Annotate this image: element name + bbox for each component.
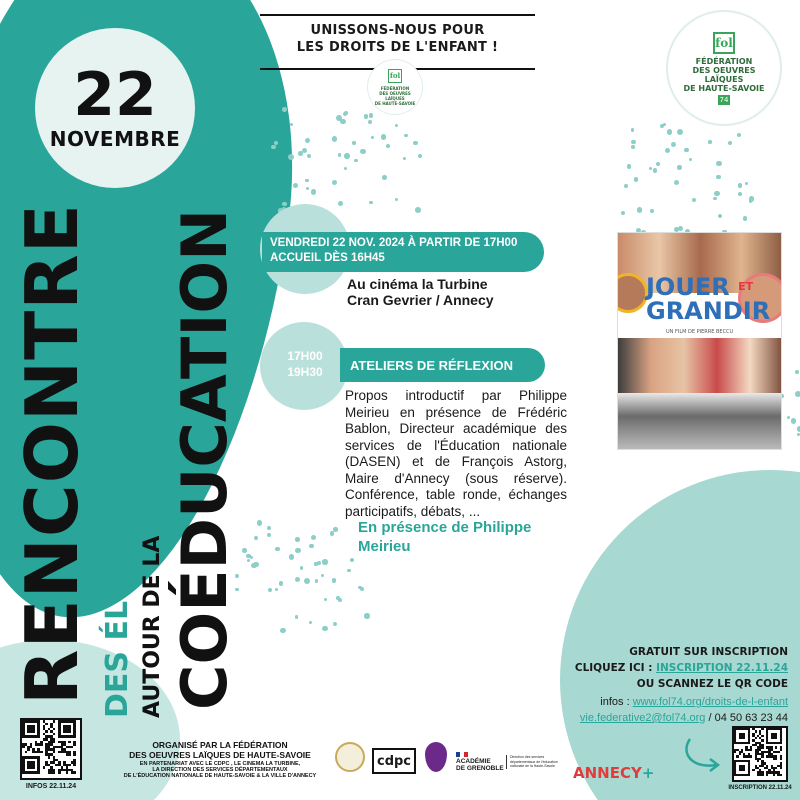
qr-code-infos[interactable] (20, 718, 82, 780)
phone-number: / 04 50 63 23 44 (705, 712, 788, 724)
inscription-cta-prefix: CLIQUEZ ICI : (574, 662, 657, 674)
dot (368, 120, 372, 124)
dot (795, 370, 799, 374)
dot (295, 577, 301, 583)
infos-url-link[interactable]: www.fol74.org/droits-de-l-enfant (632, 696, 788, 708)
fol-mark-icon: fol (388, 69, 402, 83)
dot (309, 544, 314, 549)
dot (268, 588, 272, 592)
dot (311, 535, 316, 540)
republique-flag-icon (456, 752, 468, 757)
dot (242, 548, 246, 552)
logo-text-4: DE HAUTE-SAVOIE (683, 83, 765, 93)
dot (404, 134, 407, 137)
dot (354, 159, 358, 163)
logo-text-1: FÉDÉRATION (380, 85, 410, 91)
dot (302, 148, 307, 153)
inscription-block (575, 644, 788, 692)
dot (716, 161, 722, 167)
dot (663, 123, 666, 126)
dot (275, 588, 278, 591)
dot (295, 548, 300, 553)
dot (282, 107, 287, 112)
dot (300, 566, 304, 570)
dot (395, 198, 398, 201)
qr-caption-infos: INFOS 22.11.24 (25, 783, 77, 790)
partner-logo-annecy (573, 764, 654, 782)
dot (290, 123, 293, 126)
dot (311, 189, 317, 195)
organizer-line2: DES OEUVRES LAÏQUES DE HAUTE-SAVOIE (129, 750, 311, 760)
qr-caption-inscription: INSCRIPTION 22.11.24 (728, 785, 792, 791)
dot (624, 184, 628, 188)
poster-photo-bottom (618, 393, 782, 450)
dot (415, 207, 421, 213)
poster-title (646, 275, 770, 323)
time-end: 19H30 (287, 365, 323, 379)
event-city: Cran Gevrier / Annecy (347, 292, 494, 308)
dot (364, 114, 368, 118)
dot (352, 141, 355, 144)
film-poster (617, 232, 782, 450)
logo-text-2: DES OEUVRES (379, 90, 411, 96)
poster-title-line1: JOUER (646, 273, 730, 301)
plus-icon: + (641, 764, 655, 782)
dot (665, 148, 670, 153)
event-accueil: ACCUEIL DÈS 16H45 (270, 252, 385, 264)
dot (279, 581, 284, 586)
partner-logo-turbine (425, 742, 447, 772)
partner-dsden: Direction des services départementaux de l'éducation nationale de la Haute-Savoie (506, 755, 564, 769)
dot (369, 201, 373, 205)
dot (692, 198, 696, 202)
fol74-logo (668, 12, 780, 124)
fol74-logo-small (368, 60, 422, 114)
dot (677, 129, 683, 135)
dot (344, 167, 347, 170)
dot (350, 558, 354, 562)
dot (289, 554, 294, 559)
header-title-line1: UNISSONS-NOUS POUR (310, 23, 485, 38)
contact-block (580, 694, 788, 726)
dot (321, 574, 324, 577)
dot (713, 197, 717, 201)
dot (650, 209, 654, 213)
dot (637, 207, 643, 213)
dot (403, 157, 407, 161)
dot (749, 199, 752, 202)
poster-title-line2: GRANDIR (646, 297, 771, 325)
dot (280, 628, 285, 633)
organizer-block (120, 740, 320, 779)
dot (293, 183, 298, 188)
organizer-line5: DE L'ÉDUCATION NATIONALE DE HAUTE-SAVOIE & LA VILLE D'ANNECY (123, 773, 317, 779)
dot (338, 153, 342, 157)
dot (737, 133, 741, 137)
logo-text-4: DE HAUTE-SAVOIE (374, 100, 416, 106)
dot (332, 136, 337, 141)
dot (336, 596, 340, 600)
dot (631, 140, 635, 144)
dot (677, 165, 682, 170)
dot (330, 531, 334, 535)
fol-mark-icon-large: fol (713, 32, 735, 54)
atelier-pill (340, 348, 545, 382)
dot (360, 149, 365, 154)
dot (271, 145, 276, 150)
title-elus-partenaires: DES ÉLUS & PARTENAIRES (100, 279, 135, 718)
dot (305, 138, 310, 143)
dot (395, 124, 398, 127)
poster-title-et: ET (738, 280, 754, 293)
highlight-text (358, 518, 531, 556)
title-autour: AUTOUR DE LA (140, 535, 165, 718)
dot (332, 180, 337, 185)
dot (674, 180, 679, 185)
logo-text-1: FÉDÉRATION (695, 56, 753, 66)
dot (671, 142, 676, 147)
dot (627, 164, 631, 168)
dot (275, 547, 280, 552)
dot (386, 144, 390, 148)
dot (418, 154, 422, 158)
dot (254, 536, 258, 540)
dot (324, 598, 327, 601)
dot (282, 202, 287, 207)
dot (295, 615, 298, 618)
partner-logo-cdpc (372, 748, 416, 774)
dot (343, 112, 347, 116)
infos-label: infos : (600, 696, 633, 708)
dot (656, 162, 660, 166)
dot (247, 559, 250, 562)
logo-text-3: LAÏQUES (704, 74, 744, 84)
dot (381, 134, 387, 140)
dot (322, 559, 327, 564)
title-coeducation: COÉDUCATION (168, 209, 241, 710)
logo-text-3: LAÏQUES (385, 95, 405, 101)
dot (728, 141, 732, 145)
dot (621, 211, 625, 215)
dot (716, 175, 721, 180)
dot (718, 214, 723, 219)
dot (369, 113, 373, 117)
dot (684, 148, 689, 153)
dot (305, 179, 308, 182)
atelier-label: ATELIERS DE RÉFLEXION (350, 357, 513, 373)
dot (315, 579, 318, 582)
logo-number: 74 (719, 95, 729, 104)
dot (631, 128, 635, 132)
date-month: NOVEMBRE (49, 127, 181, 151)
title-rencontre: RENCONTRE (10, 203, 94, 705)
date-badge (35, 28, 195, 188)
dot (714, 191, 720, 197)
dot (787, 416, 790, 419)
dot (649, 167, 652, 170)
inscription-qr-hint: OU SCANNEZ LE QR CODE (636, 678, 788, 690)
partner-logo-academie (456, 752, 504, 772)
dot (738, 192, 742, 196)
dot (332, 578, 337, 583)
organizer-line3: EN PARTENARIAT AVEC LE CDPC , LE CINEMA LA TURBINE, (139, 761, 301, 767)
qr-code-inscription[interactable] (732, 726, 788, 782)
dot (295, 537, 299, 541)
inscription-free: GRATUIT SUR INSCRIPTION (629, 646, 788, 658)
dot (653, 168, 658, 173)
dot (382, 175, 387, 180)
inscription-cta (575, 660, 788, 676)
time-start: 17H00 (287, 349, 323, 363)
organizer-line1: ORGANISÉ PAR LA FÉDÉRATION (152, 740, 288, 750)
organizer-line4: LA DIRECTION DES SERVICES DÉPARTEMENTAUX (152, 767, 288, 773)
dot (413, 141, 417, 145)
dot (347, 569, 350, 572)
dot (340, 119, 345, 124)
academie-line1: ACADÉMIE (456, 758, 491, 765)
dot (267, 526, 271, 530)
dot (317, 561, 321, 565)
poster-credit: UN FILM DE PIERRE BECCU (666, 329, 734, 335)
header-title-line2: LES DROITS DE L'ENFANT ! (296, 40, 499, 55)
dot (743, 216, 747, 220)
dot (288, 154, 294, 160)
cdpc-text: cdpc (376, 753, 412, 769)
dot (253, 562, 259, 568)
dot (257, 520, 263, 526)
dot (304, 578, 310, 584)
event-description: Propos introductif par Philippe Meirieu en présence de Frédéric Bablon, Directeur académique des services de l'Éducation nationale (DASEN) et de François Astorg, Maire d'Annecy (sous réserve). Conférence, table ronde, échanges participatifs, débats, ... (345, 388, 567, 519)
dot (322, 626, 328, 632)
dot (267, 533, 271, 537)
highlight-line2: Meirieu (358, 538, 411, 555)
dot (667, 129, 673, 135)
event-date-pill (262, 232, 544, 272)
dot (309, 621, 312, 624)
dot (797, 426, 800, 432)
dot (250, 556, 253, 559)
dot (631, 145, 634, 148)
time-range (282, 348, 328, 380)
event-date: VENDREDI 22 NOV. 2024 À PARTIR DE 17H00 (270, 237, 518, 249)
dot (371, 136, 375, 140)
dot (791, 418, 797, 424)
dot (333, 527, 337, 531)
logo-text-2: DES OEUVRES (692, 65, 756, 75)
partner-logo-round (335, 742, 365, 772)
dot (333, 622, 337, 626)
dot (364, 613, 369, 618)
dot (745, 182, 748, 185)
inscription-link[interactable]: INSCRIPTION 22.11.24 (656, 662, 788, 674)
infos-line (580, 694, 788, 710)
dot (306, 187, 309, 190)
dot (795, 391, 800, 397)
curved-arrow-icon (680, 735, 724, 775)
highlight-line1: En présence de Philippe (358, 519, 532, 536)
dot (338, 201, 343, 206)
contact-line (580, 710, 788, 726)
dot (689, 158, 692, 161)
academie-line2: DE GRENOBLE (456, 765, 504, 772)
dot (358, 586, 361, 589)
dot (738, 183, 742, 187)
event-venue: Au cinéma la Turbine (347, 276, 488, 292)
annecy-text: ANNECY (573, 764, 642, 782)
event-location (347, 276, 494, 308)
date-day: 22 (73, 60, 157, 130)
email-link[interactable]: vie.federative2@fol74.org (579, 712, 706, 724)
dot (708, 140, 712, 144)
dot (634, 177, 638, 181)
dot (344, 153, 350, 159)
dot (307, 154, 312, 159)
poster-photo-mid (618, 338, 782, 393)
